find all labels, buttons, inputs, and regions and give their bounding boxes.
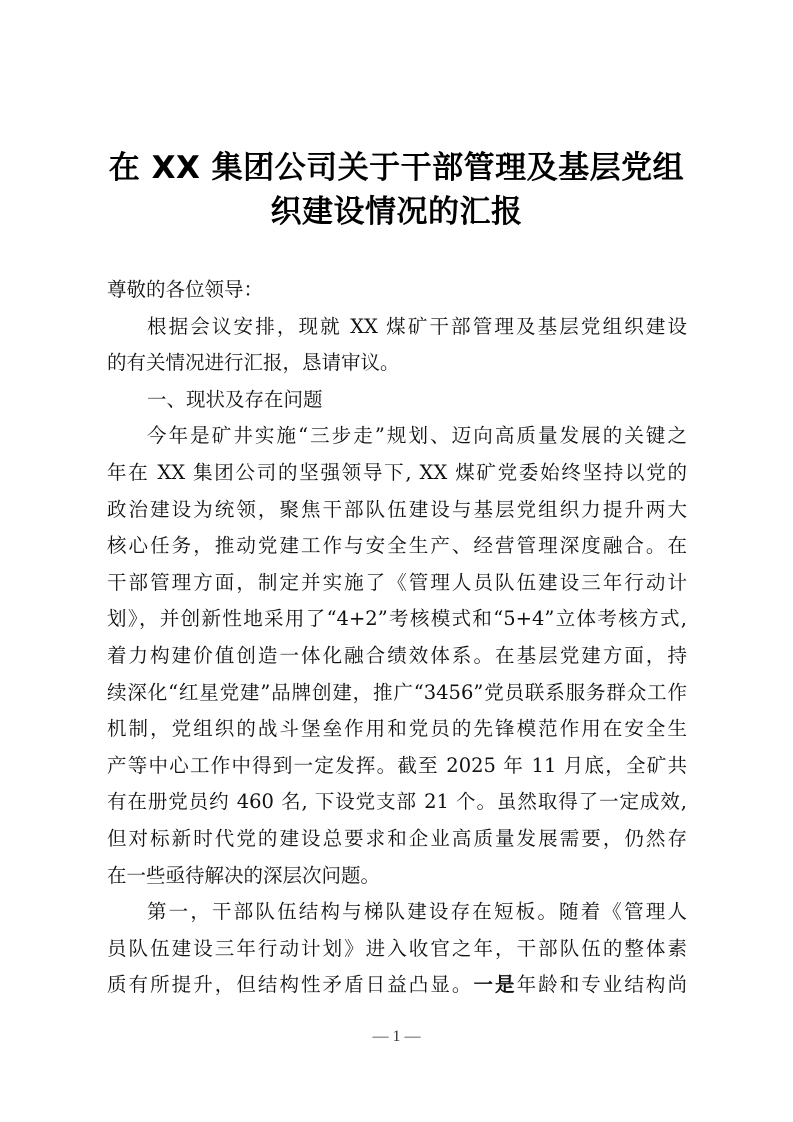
intro-line: 根据会议安排，现就 XX 煤矿干部管理及基层党组织建设	[147, 314, 687, 338]
paragraph-line: 续深化“红星党建”品牌创建，推广“3456”党员联系服务群众工作	[107, 680, 687, 704]
paragraph-line: 在一些亟待解决的深层次问题。	[107, 863, 381, 887]
section-heading: 一、现状及存在问题	[147, 387, 323, 411]
document-title	[90, 146, 703, 234]
paragraph-line: 第一，干部队伍结构与梯队建设存在短板。随着《管理人	[147, 900, 687, 924]
paragraph-line: 核心任务，推动党建工作与安全生产、经营管理深度融合。在	[107, 534, 687, 558]
paragraph-line: 机制，党组织的战斗堡垒作用和党员的先锋模范作用在安全生	[107, 717, 687, 741]
title-line: 在 XX 集团公司关于干部管理及基层党组	[108, 150, 685, 186]
intro-line: 的有关情况进行汇报，恳请审议。	[107, 351, 400, 375]
paragraph-line: 政治建设为统领，聚焦干部队伍建设与基层党组织力提升两大	[107, 497, 687, 521]
text-run: 年龄和专业结构尚	[516, 973, 687, 997]
paragraph-line: 今年是矿井实施“三步走”规划、迈向高质量发展的关键之	[147, 424, 687, 448]
emphasis-run: 一是	[473, 973, 517, 997]
salutation: 尊敬的各位领导：	[107, 278, 264, 301]
paragraph-line: 干部管理方面，制定并实施了《管理人员队伍建设三年行动计	[107, 570, 687, 594]
paragraph-line: 年在 XX 集团公司的坚强领导下, XX 煤矿党委始终坚持以党的	[107, 460, 687, 484]
paragraph-line: 划》，并创新性地采用了“4+2”考核模式和“5+4”立体考核方式,	[107, 607, 687, 631]
document-body	[107, 272, 687, 1004]
page-number: — 1 —	[372, 1028, 421, 1045]
paragraph-line: 员队伍建设三年行动计划》进入收官之年，干部队伍的整体素	[107, 936, 687, 960]
title-line: 织建设情况的汇报	[270, 194, 523, 230]
paragraph-line: 但对标新时代党的建设总要求和企业高质量发展需要，仍然存	[107, 826, 687, 850]
paragraph-line: 有在册党员约 460 名, 下设党支部 21 个。虽然取得了一定成效,	[107, 790, 687, 814]
paragraph-line	[107, 967, 687, 1004]
paragraph-line: 产等中心工作中得到一定发挥。截至 2025 年 11 月底，全矿共	[107, 753, 687, 777]
paragraph-line: 着力构建价值创造一体化融合绩效体系。在基层党建方面，持	[107, 643, 687, 667]
text-run: 质有所提升，但结构性矛盾日益凸显。	[107, 973, 474, 997]
